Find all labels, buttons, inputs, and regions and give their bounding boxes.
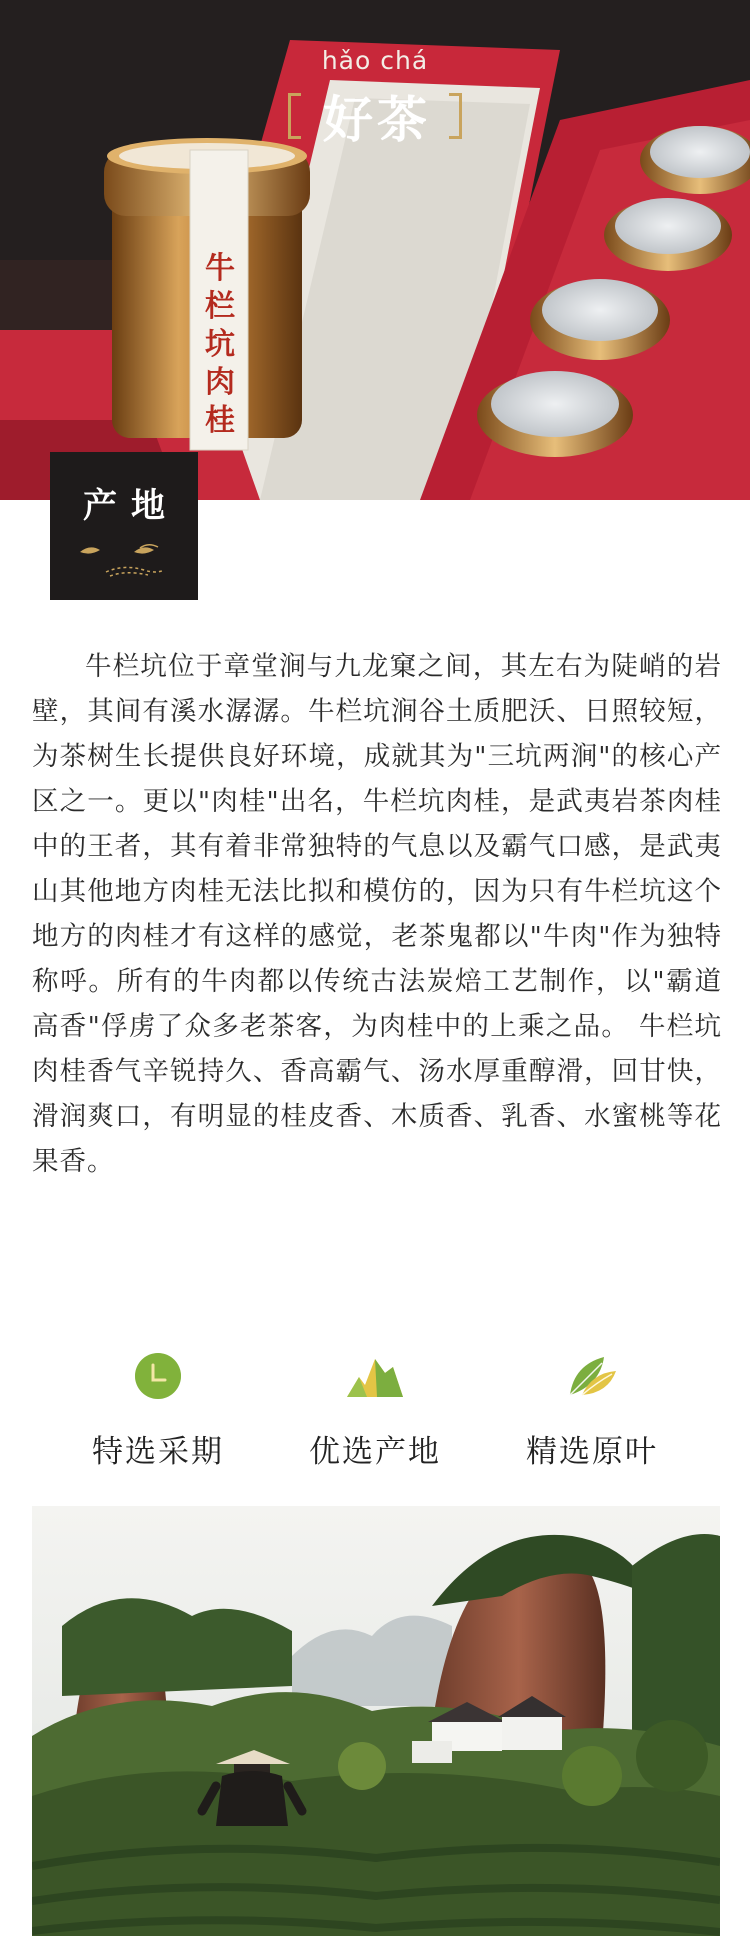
origin-description: 牛栏坑位于章堂涧与九龙窠之间，其左右为陡峭的岩壁，其间有溪水潺潺。牛栏坑涧谷土质肥沃、日照较短，为茶树生长提供良好环境，成就其为"三坑两涧"的核心产区之一。更以"肉桂"出名，牛栏坑肉桂，是武夷岩茶肉桂中的王者，其有着非常独特的气息以及霸气口感，是武夷山其他地方肉桂无法比拟和模仿的，因为只有牛栏坑这个地方的肉桂才有这样的感觉，老茶鬼都以"牛肉"作为独特称呼。所有的牛肉都以传统古法炭焙工艺制作，以"霸道高香"俘虏了众多老茶客，为肉桂中的上乘之品。 牛栏坑肉桂香气辛锐持久、香高霸气、汤水厚重醇滑，回甘快，滑润爽口，有明显的桂皮香、木质香、乳香、水蜜桃等花果香。 <box>32 651 722 1177</box>
feature-label: 优选产地 <box>309 1434 441 1470</box>
feature-harvest <box>48 1348 268 1471</box>
hero-title-text: 好茶 <box>323 90 431 149</box>
feature-leaf <box>482 1348 702 1471</box>
tea-gift-box-photo <box>0 0 750 500</box>
feature-origin <box>265 1348 485 1471</box>
feature-list <box>0 1348 750 1488</box>
clock-icon <box>133 1351 183 1401</box>
origin-badge-title: 产地 <box>83 486 179 526</box>
tin-label-text: 牛栏坑肉桂 <box>205 251 235 438</box>
hero-title <box>0 80 750 152</box>
left-bracket-ornament <box>288 93 301 139</box>
mountain-icon <box>345 1351 405 1401</box>
cloud-wave-icon <box>76 542 176 582</box>
hero-pinyin: hǎo chá <box>321 46 429 75</box>
feature-label: 精选原叶 <box>526 1434 658 1470</box>
hero-banner <box>0 0 750 500</box>
tea-leaf-icon <box>564 1351 620 1401</box>
right-bracket-ornament <box>449 93 462 139</box>
feature-label: 特选采期 <box>92 1434 224 1470</box>
landscape-illustration <box>32 1506 720 1936</box>
origin-badge <box>50 452 198 600</box>
wuyi-landscape-photo <box>32 1506 720 1936</box>
